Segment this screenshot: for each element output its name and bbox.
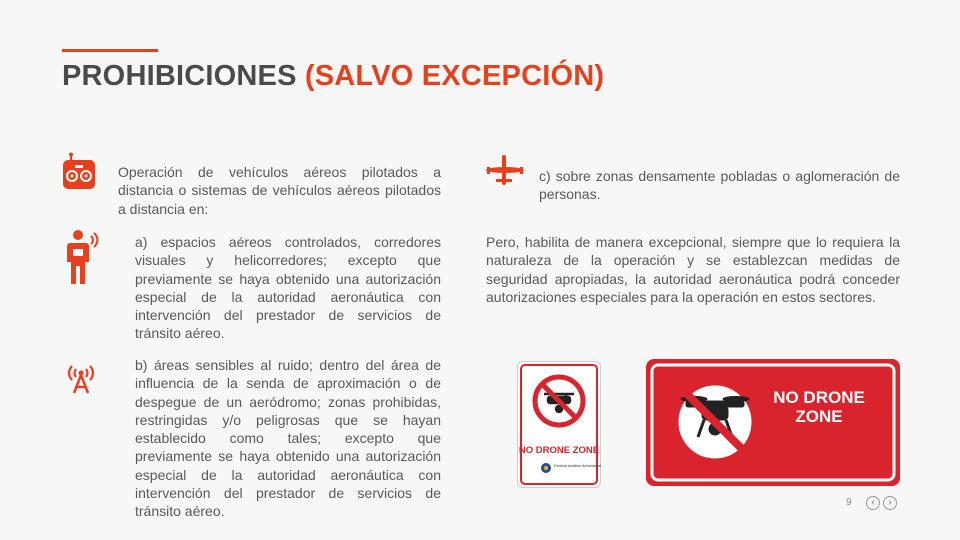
big-sign-line1: NO DRONE	[773, 388, 865, 407]
item-c-text: c) sobre zonas densamente pobladas o aglomeración de personas.	[539, 168, 900, 203]
faa-no-drone-sign	[517, 361, 601, 488]
previous-slide-button[interactable]: ‹	[866, 496, 880, 510]
exception-text: Pero, habilita de manera excepcional, siempre que lo requiera la naturaleza de la operación y se establezcan medidas de seguridad apropiadas, la autoridad aeronáutica podrá conceder autorizaciones especiales para la operación en estos sectores.	[486, 234, 900, 305]
intro-text: Operación de vehículos aéreos pilotados a distancia o sistemas de vehículos aéreos pilotados a distancia en:	[118, 164, 441, 217]
item-b-text: b) áreas sensibles al ruido; dentro del área de influencia de la senda de aproximación o de despegue de un aeródromo; zonas prohibidas, restringidas y/o peligrosas que se hayan establecido como tales; excepto que previamente se haya obtenido una autorización especial de la autoridad aeronáutica con intervención del prestador de servicios de tránsito aéreo.	[135, 357, 441, 520]
small-sign-label: NO DRONE ZONE	[518, 445, 600, 456]
drone-aircraft-icon	[484, 153, 526, 187]
pilot-operator-icon	[66, 229, 100, 287]
no-drone-zone-banner	[646, 359, 900, 486]
big-sign-line2: ZONE	[795, 407, 843, 426]
small-sign-footer: Federal Aviation Administration	[554, 464, 601, 468]
remote-controller-icon	[62, 152, 96, 190]
title-highlight: (SALVO EXCEPCIÓN)	[304, 60, 605, 92]
title-main: PROHIBICIONES	[62, 60, 305, 92]
item-a-text: a) espacios aéreos controlados, corredores visuales y helicorredores; excepto que previamente se haya obtenido una autorización especial de la autoridad aeronáutica con intervención del prestador de servicios de tránsito aéreo.	[135, 234, 441, 342]
radio-antenna-icon	[64, 362, 98, 394]
next-slide-button[interactable]: ›	[883, 496, 897, 510]
page-number: 9	[846, 497, 852, 508]
slide-title	[62, 60, 604, 93]
title-accent-line	[62, 49, 158, 52]
